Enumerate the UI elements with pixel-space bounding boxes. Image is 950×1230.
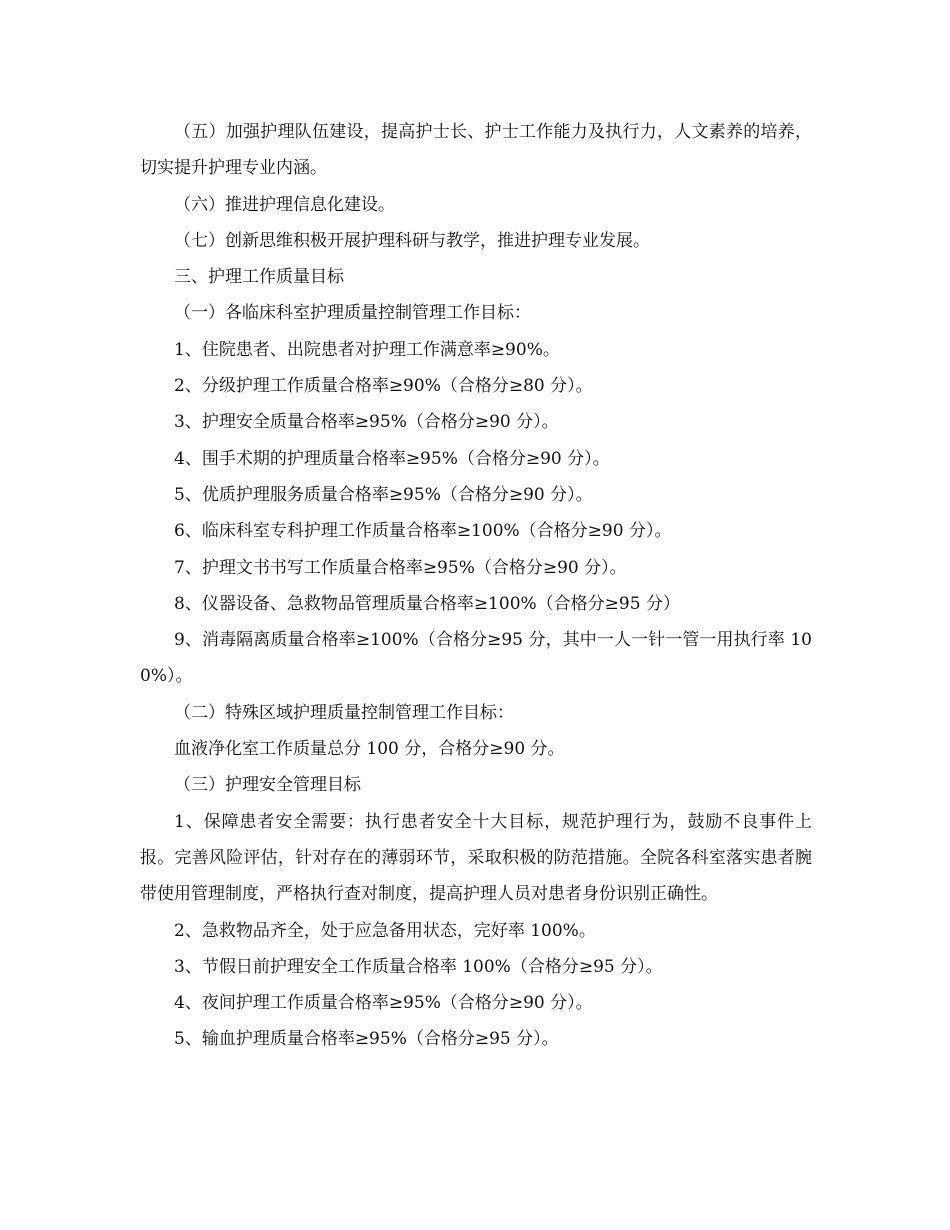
paragraph-section-7: （七）创新思维积极开展护理科研与教学，推进护理专业发展。	[174, 230, 650, 251]
subheading-special-area-goals: （二）特殊区域护理质量控制管理工作目标：	[174, 702, 514, 723]
list-item: 7、护理文书书写工作质量合格率≥95%（合格分≥90 分）。	[174, 557, 627, 578]
list-item: 5、输血护理质量合格率≥95%（合格分≥95 分）。	[174, 1029, 559, 1050]
list-item: 1、保障患者安全需要：执行患者安全十大目标，规范护理行为，鼓励不良事件上报。完善风险评估，针对存在的薄弱环节，采取积极的防范措施。全院各科室落实患者腕带使用管理制度，严格执行查对制度，提高护理人员对患者身份识别正确性。	[140, 811, 812, 905]
list-item: 1、住院患者、出院患者对护理工作满意率≥90%。	[174, 339, 560, 360]
subheading-clinical-goals: （一）各临床科室护理质量控制管理工作目标：	[174, 303, 531, 324]
list-item: 2、急救物品齐全，处于应急备用状态，完好率 100%。	[174, 920, 596, 941]
list-item: 8、仪器设备、急救物品管理质量合格率≥100%（合格分≥95 分）	[174, 593, 680, 614]
list-item: 6、临床科室专科护理工作质量合格率≥100%（合格分≥90 分）。	[174, 521, 672, 542]
list-item: 3、节假日前护理安全工作质量合格率 100%（合格分≥95 分）。	[174, 956, 663, 977]
list-item: 2、分级护理工作质量合格率≥90%（合格分≥80 分）。	[174, 376, 593, 397]
list-item: 4、围手术期的护理质量合格率≥95%（合格分≥90 分）。	[174, 448, 610, 469]
list-item: 3、护理安全质量合格率≥95%（合格分≥90 分）。	[174, 412, 559, 433]
paragraph-section-6: （六）推进护理信息化建设。	[174, 194, 395, 215]
list-item: 9、消毒隔离质量合格率≥100%（合格分≥95 分，其中一人一针一管一用执行率 100%）。	[140, 630, 812, 687]
paragraph-section-5: （五）加强护理队伍建设，提高护士长、护士工作能力及执行力，人文素养的培养，切实提升护理专业内涵。	[140, 122, 812, 179]
list-item: 5、优质护理服务质量合格率≥95%（合格分≥90 分）。	[174, 484, 593, 505]
document-page	[140, 114, 812, 1058]
paragraph-blood-purification: 血液净化室工作质量总分 100 分，合格分≥90 分。	[174, 739, 565, 760]
list-item: 4、夜间护理工作质量合格率≥95%（合格分≥90 分）。	[174, 993, 593, 1014]
subheading-safety-goals: （三）护理安全管理目标	[174, 775, 361, 796]
heading-quality-goals: 三、护理工作质量目标	[174, 267, 344, 288]
